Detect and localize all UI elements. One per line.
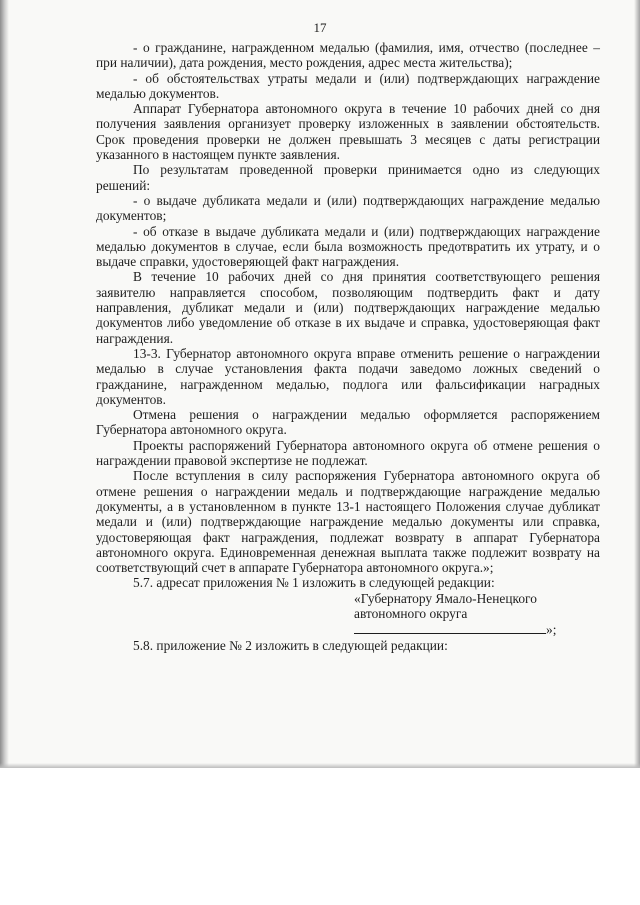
paragraph-5-8: 5.8. приложение № 2 изложить в следующей редакции: bbox=[133, 637, 448, 653]
paragraph-13-3: 13-3. Губернатор автономного округа вправе отменить решение о награждении медалью в случае установления факта подачи заведомо ложных сведений о гражданине, награжденном медалью, подлога или фальсификации наградных документов. bbox=[96, 345, 600, 407]
paragraph-return: После вступления в силу распоряжения Губернатора автономного округа об отмене решения о награждении медаль и подтверждающие награждение медалью документы, а в установленном в пункте 13-1 настоящего Положения случае дубликат медали и (или) подтверждающие награждение медалью документы или справка, удостоверяющая факт награждения, подлежат возврату в аппарат Губернатора автономного округа. Единовременная денежная выплата также подлежит возврату на соответствующий счет в аппарате Губернатора автономного округа.»; bbox=[96, 468, 600, 576]
paragraph-cancellation-order: Отмена решения о награждении медалью оформляется распоряжением Губернатора автономного округа. bbox=[96, 407, 600, 438]
addressee-block bbox=[354, 591, 564, 638]
document-body bbox=[96, 40, 600, 653]
paragraph-decision-refusal: - об отказе в выдаче дубликата медали и (или) подтверждающих награждение медалью документов в случае, если была возможность предотвратить их утрату, и о выдаче справки, удостоверяющей факт награждения. bbox=[96, 223, 600, 270]
paragraph-notification: В течение 10 рабочих дней со дня принятия соответствующего решения заявителю направляется способом, позволяющим подтвердить факт и дату направления, дубликат медали и (или) подтверждающих награждение медалью документов либо уведомление об отказе в их выдаче и справка, удостоверяющая факт награждения. bbox=[96, 269, 600, 346]
paragraph-decision-duplicate: - о выдаче дубликата медали и (или) подтверждающих награждение медалью документов; bbox=[96, 192, 600, 224]
addressee-line-2: автономного округа bbox=[354, 605, 468, 621]
paragraph-applicant-info: - о гражданине, награжденном медалью (фамилия, имя, отчество (последнее – при наличии), дата рождения, место рождения, адрес места жительства); bbox=[96, 40, 600, 71]
scan-shadow-right bbox=[634, 0, 640, 768]
paragraph-loss-circumstances: - об обстоятельствах утраты медали и (или) подтверждающих награждение медалью документов. bbox=[96, 70, 600, 101]
addressee-blank-row bbox=[354, 622, 564, 637]
addressee-line-1: «Губернатору Ямало-Ненецкого bbox=[354, 590, 537, 606]
paragraph-verification: Аппарат Губернатора автономного округа в течение 10 рабочих дней со дня получения заявления организует проверку изложенных в заявлении обстоятельств. Срок проведения проверки не должен превышать 3 месяцев с даты регистрации указанного в настоящем пункте заявления. bbox=[96, 101, 600, 163]
scan-shadow-bottom bbox=[0, 763, 640, 768]
scan-shadow-left bbox=[0, 0, 9, 768]
addressee-closing: »; bbox=[546, 622, 557, 638]
paragraph-decision-intro: По результатам проведенной проверки принимается одно из следующих решений: bbox=[96, 162, 600, 193]
paragraph-5-7: 5.7. адресат приложения № 1 изложить в следующей редакции: bbox=[133, 575, 495, 591]
fill-in-line bbox=[354, 622, 546, 634]
paragraph-legal-review: Проекты распоряжений Губернатора автономного округа об отмене решения о награждении правовой экспертизе не подлежат. bbox=[96, 437, 600, 469]
page-number: 17 bbox=[313, 20, 327, 35]
